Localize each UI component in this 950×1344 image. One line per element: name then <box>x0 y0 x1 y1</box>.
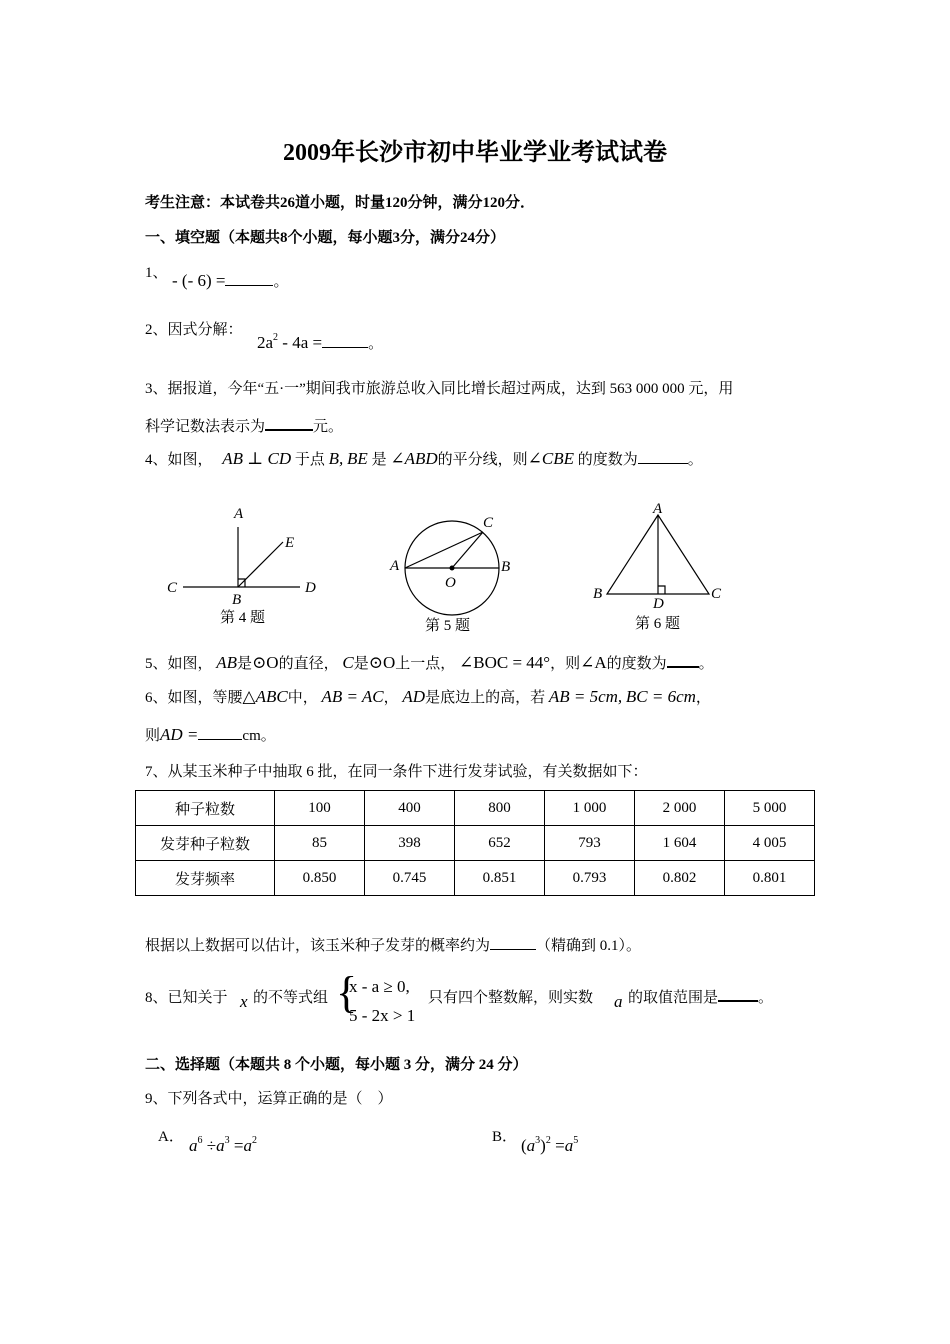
q9-option-b-label: B． <box>492 1129 518 1145</box>
q1-expr: - (- 6) = <box>172 271 226 290</box>
figure-6 <box>607 515 709 594</box>
table-cell: 4 005 <box>725 826 815 861</box>
q4-text-2: 是 <box>371 452 387 468</box>
table-cell: 0.793 <box>545 861 635 896</box>
table-cell: 种子粒数 <box>136 791 275 826</box>
page-title: 2009年长沙市初中毕业学业考试试卷 <box>283 140 667 166</box>
q2-expr-exp: 2 <box>273 332 279 343</box>
q6-math-4: AB = 5cm, <box>548 687 623 706</box>
q5-line <box>145 652 714 673</box>
q7-blank <box>490 948 536 950</box>
table-cell: 100 <box>275 791 365 826</box>
fig4-label-d: D <box>305 580 316 596</box>
table-cell: 0.851 <box>455 861 545 896</box>
q2-expr-a: 2a <box>257 333 274 352</box>
q3-line2 <box>145 415 343 436</box>
q5-math-3: C <box>342 653 354 672</box>
q3-line2-text: 科学记数法表示为 <box>145 419 266 435</box>
q8-blank <box>718 999 758 1002</box>
table-cell: 0.850 <box>275 861 365 896</box>
fig5-label-b: B <box>501 559 511 575</box>
q6-line2 <box>145 724 276 745</box>
q6-line2-math: AD = <box>160 725 199 744</box>
q7-after-note: （精确到 0.1）。 <box>536 938 642 954</box>
table-cell: 85 <box>275 826 365 861</box>
germination-table <box>135 790 815 896</box>
q8-text-2: 的不等式组 <box>253 990 329 1006</box>
q5-number: 5、如图， <box>145 656 213 672</box>
q1-number: 1、 <box>145 265 168 281</box>
table-cell: 发芽频率 <box>136 861 275 896</box>
table-cell: 398 <box>365 826 455 861</box>
table-row <box>136 791 815 826</box>
q6-math-3: AD <box>402 687 426 706</box>
table-cell: 800 <box>455 791 545 826</box>
q4-math-5: ∠CBE <box>527 449 575 468</box>
fig5-center-point <box>450 566 455 571</box>
q3-blank <box>265 428 313 431</box>
q6-math-1: △ABC <box>242 687 288 706</box>
q6-math-2: AB = AC <box>321 687 384 706</box>
q2-blank <box>322 346 368 348</box>
q8-tail <box>628 986 773 1007</box>
q6-line2-end: cm。 <box>242 728 276 744</box>
fig4-label-a: A <box>234 506 244 522</box>
fig6-label-d: D <box>653 596 664 612</box>
q5-text-1: 是 <box>237 656 253 672</box>
q7-text: 7、从某玉米种子中抽取 6 批，在同一条件下进行发芽试验，有关数据如下： <box>145 764 648 780</box>
exam-notice: 考生注意：本试卷共26道小题，时量120分钟，满分120分． <box>145 195 536 211</box>
figures-panel <box>150 495 830 640</box>
table-cell: 2 000 <box>635 791 725 826</box>
q5-end: 。 <box>698 656 714 672</box>
fig4-label-c: C <box>167 580 178 596</box>
q4-text-4: 的度数为 <box>577 452 638 468</box>
q2-end: 。 <box>368 336 384 352</box>
q9-option-a-expression: $a^6 \div a^3 =a^2$ <box>189 1135 257 1155</box>
fig6-right-angle-mark <box>658 586 665 594</box>
q2-expr-b: - 4a = <box>278 333 323 352</box>
q4-math-1: AB ⊥ CD <box>222 449 292 468</box>
q4-math-3: BE <box>347 449 368 468</box>
q1-expression <box>172 270 289 291</box>
table-cell: 400 <box>365 791 455 826</box>
q8-prefix: 8、已知关于 <box>145 990 228 1006</box>
q4-math-2: B, <box>328 449 344 468</box>
q6-blank <box>198 738 242 740</box>
fig4-label-e: E <box>285 535 295 551</box>
q6-line2-prefix: 则 <box>145 728 161 744</box>
q8-brace: { <box>336 968 358 1017</box>
fig5-label-a: A <box>390 558 400 574</box>
q5-blank <box>667 665 699 668</box>
q2-expression <box>257 332 383 353</box>
q6-line1 <box>145 686 711 707</box>
table-row <box>136 826 815 861</box>
q5-math-1: AB <box>216 653 238 672</box>
q6-number: 6、如图，等腰 <box>145 690 243 706</box>
q8-system-line2: 5 - 2x > 1 <box>349 1006 416 1025</box>
fig5-caption: 第 5 题 <box>425 618 471 634</box>
q8-system-line1: x - a ≥ 0, <box>349 977 410 996</box>
q6-text-2: ， <box>383 690 399 706</box>
q5-math-2: ⊙O <box>252 653 279 672</box>
q8-text-3: 只有四个整数解，则实数 <box>428 990 594 1006</box>
q5-text-5: ，则 <box>550 656 581 672</box>
q5-text-6: 的度数为 <box>606 656 667 672</box>
q8-text-4: 的取值范围是 <box>628 990 719 1006</box>
q4-line <box>145 448 703 469</box>
q6-text-4: ， <box>695 690 711 706</box>
table-cell: 793 <box>545 826 635 861</box>
fig6-caption: 第 6 题 <box>635 616 681 632</box>
q4-text-3: 的平分线，则 <box>437 452 528 468</box>
q6-math-5: BC = 6cm <box>625 687 696 706</box>
table-cell: 1 604 <box>635 826 725 861</box>
table-cell: 0.801 <box>725 861 815 896</box>
q6-text-1: 中， <box>287 690 318 706</box>
q5-math-6: ∠A <box>580 653 607 672</box>
q4-math-4: ∠ABD <box>390 449 438 468</box>
table-cell: 5 000 <box>725 791 815 826</box>
q6-text-3: 是底边上的高，若 <box>425 690 546 706</box>
fig6-label-a: A <box>653 501 663 517</box>
table-row <box>136 861 815 896</box>
q4-blank <box>638 462 688 464</box>
q2-label: 2、因式分解： <box>145 322 243 338</box>
q5-math-4: ⊙O <box>368 653 396 672</box>
table-cell: 发芽种子粒数 <box>136 826 275 861</box>
q5-text-2: 的直径， <box>278 656 339 672</box>
q5-text-3: 是 <box>353 656 369 672</box>
q1-end: 。 <box>273 274 289 290</box>
fig6-label-b: B <box>593 586 603 602</box>
q4-text-1: 于点 <box>294 452 325 468</box>
q8-var-a: a <box>614 992 623 1011</box>
q9-option-b-expression: $(a^3)^2 =a^5$ <box>521 1135 579 1155</box>
q3-end: 元。 <box>313 419 344 435</box>
q9-option-a-label: A． <box>158 1129 184 1145</box>
section-1-heading: 一、填空题（本题共8个小题，每小题3分，满分24分） <box>145 230 506 246</box>
fig6-label-c: C <box>711 586 722 602</box>
table-cell: 1 000 <box>545 791 635 826</box>
q4-number: 4、如图， <box>145 452 213 468</box>
table-cell: 0.745 <box>365 861 455 896</box>
table-cell: 0.802 <box>635 861 725 896</box>
fig4-label-b: B <box>232 592 242 608</box>
q5-math-5: ∠BOC = 44° <box>459 653 551 672</box>
q9-text: 9、下列各式中，运算正确的是（ ） <box>145 1091 393 1107</box>
q7-after-text: 根据以上数据可以估计，该玉米种子发芽的概率约为 <box>145 938 491 954</box>
q7-after-line <box>145 934 641 955</box>
fig5-radius-oc <box>452 532 483 568</box>
q4-end: 。 <box>687 452 703 468</box>
table-cell: 652 <box>455 826 545 861</box>
section-2-heading: 二、选择题（本题共 8 个小题，每小题 3 分，满分 24 分） <box>145 1057 528 1073</box>
q3-line1: 3、据报道，今年“五·一”期间我市旅游总收入同比增长超过两成，达到 563 000 000 元，用 <box>145 381 734 397</box>
figure-4 <box>183 527 300 587</box>
fig4-caption: 第 4 题 <box>220 610 266 626</box>
fig5-label-o: O <box>445 575 456 591</box>
q5-text-4: 上一点， <box>395 656 456 672</box>
fig5-label-c: C <box>483 515 494 531</box>
q8-end: 。 <box>758 990 774 1006</box>
q1-blank <box>225 284 273 286</box>
q8-var-x: x <box>240 992 248 1011</box>
